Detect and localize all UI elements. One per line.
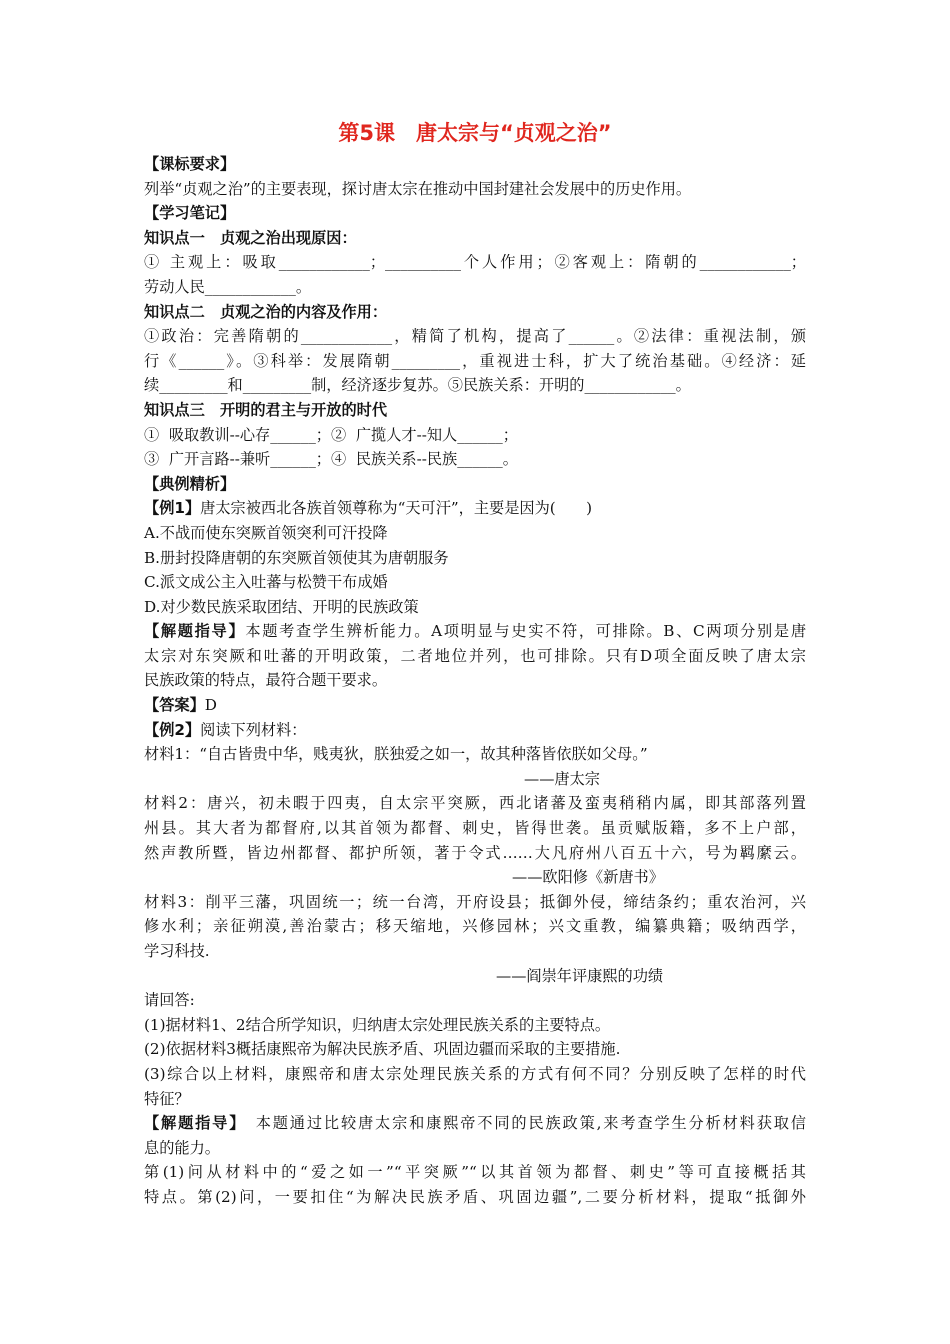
example-1-guide-line-2: 太宗对东突厥和吐蕃的开明政策，二者地位并列，也可排除。只有D项全面反映了唐太宗 — [144, 646, 806, 665]
example-2-guide-line-3: 第(1)问从材料中的“爱之如一”“平突厥”“以其首领为都督、刺史”等可直接概括其 — [144, 1163, 806, 1182]
material-2-source: ——欧阳修《新唐书》 — [512, 868, 664, 887]
example-1-question — [144, 496, 806, 521]
example-1-option-c: C.派文成公主入吐蕃与松赞干布成婚 — [144, 573, 388, 592]
example-1-option-d: D.对少数民族采取团结、开明的民族政策 — [144, 597, 419, 616]
example-1-guide-line-1 — [144, 619, 806, 644]
example-2-ask: 请回答: — [144, 991, 195, 1010]
example-1-question-text: 唐太宗被西北各族首领尊称为“天可汗”，主要是因为( ) — [200, 499, 593, 518]
example-1-label: 【例1】 — [144, 499, 201, 518]
example-2-question-3-line-1: (3)综合以上材料，康熙帝和唐太宗处理民族关系的方式有何不同？分别反映了怎样的时代 — [144, 1064, 806, 1083]
section-heading-kebiao: 【课标要求】 — [144, 155, 236, 173]
knowledge-point-2-title: 知识点二 贞观之治的内容及作用： — [144, 302, 387, 321]
material-1-source: ——唐太宗 — [524, 769, 600, 788]
knowledge-point-1-title: 知识点一 贞观之治出现原因： — [144, 228, 357, 247]
example-2-question-1: (1)据材料1、2结合所学知识，归纳唐太宗处理民族关系的主要特点。 — [144, 1015, 611, 1034]
material-3-line-1: 材料3：削平三藩，巩固统一；统一台湾，开府设县；抵御外侵，缔结条约；重农治河，兴 — [144, 892, 806, 911]
kebiao-text: 列举“贞观之治”的主要表现，探讨唐太宗在推动中国封建社会发展中的历史作用。 — [144, 179, 692, 198]
material-2-line-1: 材料2：唐兴，初未暇于四夷，自太宗平突厥，西北诸蕃及蛮夷稍稍内属，即其部落列置 — [144, 794, 806, 813]
example-2-question-3-line-2: 特征？ — [144, 1089, 190, 1108]
knowledge-point-3-line-2: ③ 广开言路--兼听______；④ 民族关系--民族______。 — [144, 450, 518, 469]
example-2-guide-line-1 — [144, 1111, 806, 1136]
knowledge-point-1-line-2: 劳动人民____________。 — [144, 277, 312, 296]
example-2-guide-line-2: 息的能力。 — [144, 1138, 220, 1157]
example-2-intro-text: 阅读下列材料： — [200, 720, 307, 739]
example-1-guide-text-1: 本题考查学生辨析能力。A项明显与史实不符，可排除。B、C两项分别是唐 — [245, 622, 807, 641]
knowledge-point-1-line-1: ① 主观上：吸取____________；__________个人作用；②客观上：隋朝的____________； — [144, 253, 806, 272]
example-2-guide-label: 【解题指导】 — [144, 1114, 239, 1133]
example-1-guide-line-3: 民族政策的特点，最符合题干要求。 — [144, 671, 387, 690]
example-1-answer-label: 【答案】 — [144, 696, 205, 715]
example-2-question-2: (2)依据材料3概括康熙帝为解决民族矛盾、巩固边疆而采取的主要措施. — [144, 1040, 621, 1059]
example-1-guide-label: 【解题指导】 — [144, 622, 246, 641]
example-1-option-a: A.不战而使东突厥首领突利可汗投降 — [144, 523, 388, 542]
example-2-guide-text-1: 本题通过比较唐太宗和康熙帝不同的民族政策,来考查学生分析材料获取信 — [238, 1114, 806, 1133]
example-2-intro — [144, 718, 806, 743]
knowledge-point-2-line-3: 续_________和_________制，经济逐步复苏。⑤民族关系：开明的____________。 — [144, 376, 691, 395]
example-1-answer — [144, 693, 806, 718]
example-1-option-b: B.册封投降唐朝的东突厥首领使其为唐朝服务 — [144, 548, 449, 567]
example-2-guide-line-4: 特点。第(2)问，一要扣住“为解决民族矛盾、巩固边疆”,二要分析材料，提取“抵御外 — [144, 1187, 806, 1206]
knowledge-point-2-line-2: 行《______》。③科举：发展隋朝_________，重视进士科，扩大了统治基础。④经济：延 — [144, 351, 806, 370]
material-2-line-2: 州县。其大者为都督府,以其首领为都督、刺史，皆得世袭。虽贡赋版籍，多不上户部， — [144, 819, 806, 838]
knowledge-point-3-line-1: ① 吸取教训--心存______；② 广揽人才--知人______； — [144, 425, 518, 444]
example-2-label: 【例2】 — [144, 720, 201, 739]
material-3-line-3: 学习科技. — [144, 942, 210, 960]
section-heading-biji: 【学习笔记】 — [144, 204, 236, 223]
example-1-answer-value: D — [204, 696, 217, 715]
knowledge-point-3-title: 知识点三 开明的君主与开放的时代 — [144, 400, 387, 419]
material-3-source: ——阎崇年评康熙的功绩 — [496, 966, 664, 985]
material-3-line-2: 修水利；亲征朔漠,善治蒙古；移天缩地，兴修园林；兴文重教，编纂典籍；吸纳西学， — [144, 917, 806, 936]
section-heading-dianli: 【典例精析】 — [144, 474, 236, 493]
lesson-title: 第5课 唐太宗与“贞观之治” — [338, 121, 612, 145]
knowledge-point-2-line-1: ①政治：完善隋朝的____________，精简了机构，提高了______。②法律：重视法制，颁 — [144, 327, 806, 346]
material-2-line-3: 然声教所暨，皆边州都督、都护所领，著于令式……大凡府州八百五十六，号为羁縻云。 — [144, 843, 806, 862]
material-1-text: 材料1：“自古皆贵中华，贱夷狄，朕独爱之如一，故其种落皆依朕如父母。” — [144, 745, 648, 764]
